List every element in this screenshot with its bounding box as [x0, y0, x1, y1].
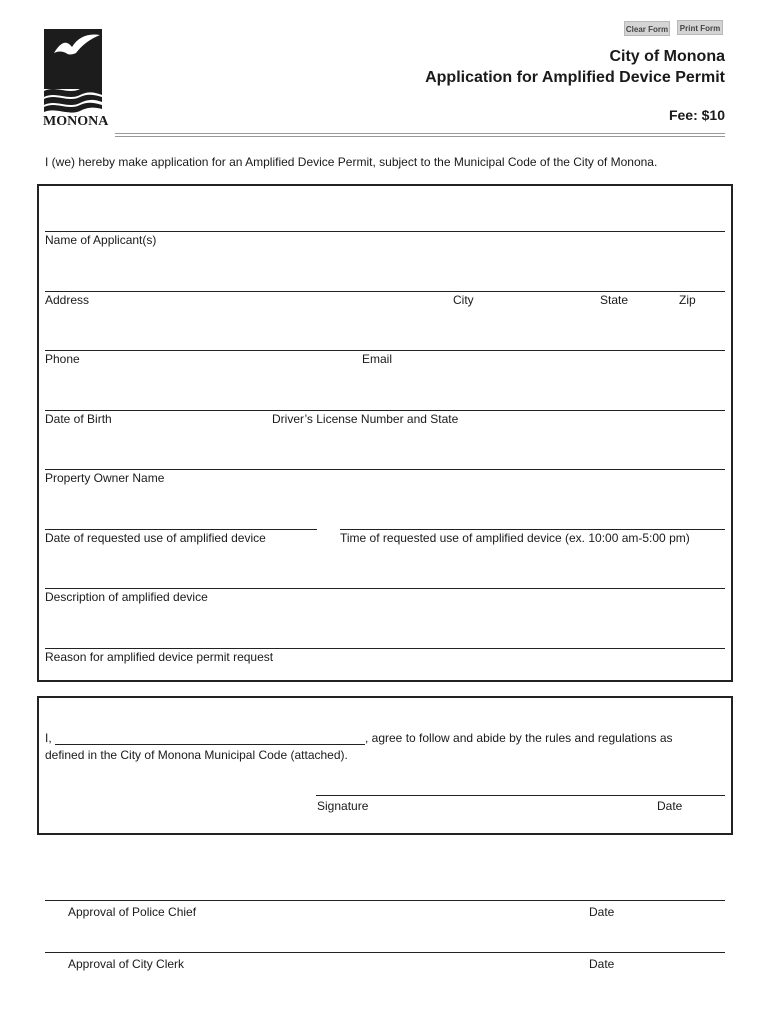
phone-field[interactable]: [46, 327, 360, 351]
signature-line: [316, 795, 725, 796]
city-label: City: [453, 293, 474, 307]
phone-email-line: [45, 350, 725, 351]
intro-statement: I (we) hereby make application for an Amplified Device Permit, subject to the Municipal Code of the City of Monona.: [45, 155, 658, 169]
state-label: State: [600, 293, 629, 307]
signature-label: Signature: [317, 799, 369, 813]
header-divider-secondary: [115, 136, 725, 137]
applicant-name-field[interactable]: [46, 208, 728, 232]
use-time-field[interactable]: [341, 506, 728, 530]
dob-license-line: [45, 410, 725, 411]
header-divider: [115, 133, 725, 134]
agreement-prefix: I,: [45, 731, 52, 745]
drivers-license-field[interactable]: [272, 387, 728, 411]
permit-reason-label: Reason for amplified device permit request: [45, 650, 274, 664]
agreement-name-line: [55, 744, 365, 745]
device-description-label: Description of amplified device: [45, 590, 208, 604]
email-field[interactable]: [362, 327, 728, 351]
address-field[interactable]: [46, 268, 450, 292]
use-date-field[interactable]: [46, 506, 320, 530]
device-description-field[interactable]: [46, 565, 728, 589]
police-approval-field[interactable]: [46, 878, 728, 902]
property-owner-line: [45, 469, 725, 470]
police-approval-date-label: Date: [589, 905, 615, 919]
email-label: Email: [362, 352, 393, 366]
date-of-birth-label: Date of Birth: [45, 412, 112, 426]
permit-reason-line: [45, 648, 725, 649]
logo-wordmark: MONONA: [43, 114, 109, 129]
use-date-label: Date of requested use of amplified device: [45, 531, 266, 545]
address-line: [45, 291, 725, 292]
zip-field[interactable]: [678, 268, 728, 292]
police-approval-label: Approval of Police Chief: [68, 905, 197, 919]
signature-field[interactable]: [318, 773, 652, 797]
use-time-label: Time of requested use of amplified device (ex. 10:00 am-5:00 pm): [340, 531, 690, 545]
property-owner-label: Property Owner Name: [45, 471, 165, 485]
agreement-text-line2: defined in the City of Monona Municipal Code (attached).: [45, 748, 348, 762]
signature-date-label: Date: [657, 799, 683, 813]
permit-reason-field[interactable]: [46, 625, 728, 649]
drivers-license-label: Driver’s License Number and State: [272, 412, 459, 426]
fee-label: Fee: $10: [668, 107, 725, 123]
applicant-info-section: [37, 184, 733, 682]
city-logo: [43, 29, 109, 133]
clerk-approval-date-label: Date: [589, 957, 615, 971]
page-title: Application for Amplified Device Permit: [425, 69, 725, 86]
police-approval-line: [45, 900, 725, 901]
city-field[interactable]: [452, 268, 596, 292]
use-date-line: [45, 529, 317, 530]
signature-date-field[interactable]: [655, 773, 727, 797]
device-description-line: [45, 588, 725, 589]
agreement-name-field[interactable]: [56, 722, 368, 746]
clerk-approval-line: [45, 952, 725, 953]
zip-label: Zip: [679, 293, 696, 307]
city-name: City of Monona: [609, 48, 725, 65]
address-label: Address: [45, 293, 90, 307]
property-owner-field[interactable]: [46, 446, 728, 470]
state-field[interactable]: [598, 268, 676, 292]
clerk-approval-field[interactable]: [46, 929, 728, 953]
applicant-name-label: Name of Applicant(s): [45, 233, 157, 247]
print-form-button[interactable]: Print Form: [677, 20, 723, 35]
clear-form-button[interactable]: Clear Form: [624, 21, 670, 36]
agreement-text-line1: , agree to follow and abide by the rules and regulations as: [365, 731, 673, 745]
clerk-approval-label: Approval of City Clerk: [68, 957, 185, 971]
date-of-birth-field[interactable]: [46, 387, 270, 411]
use-time-line: [340, 529, 725, 530]
agreement-section: [37, 696, 733, 835]
phone-label: Phone: [45, 352, 80, 366]
applicant-name-line: [45, 231, 725, 232]
